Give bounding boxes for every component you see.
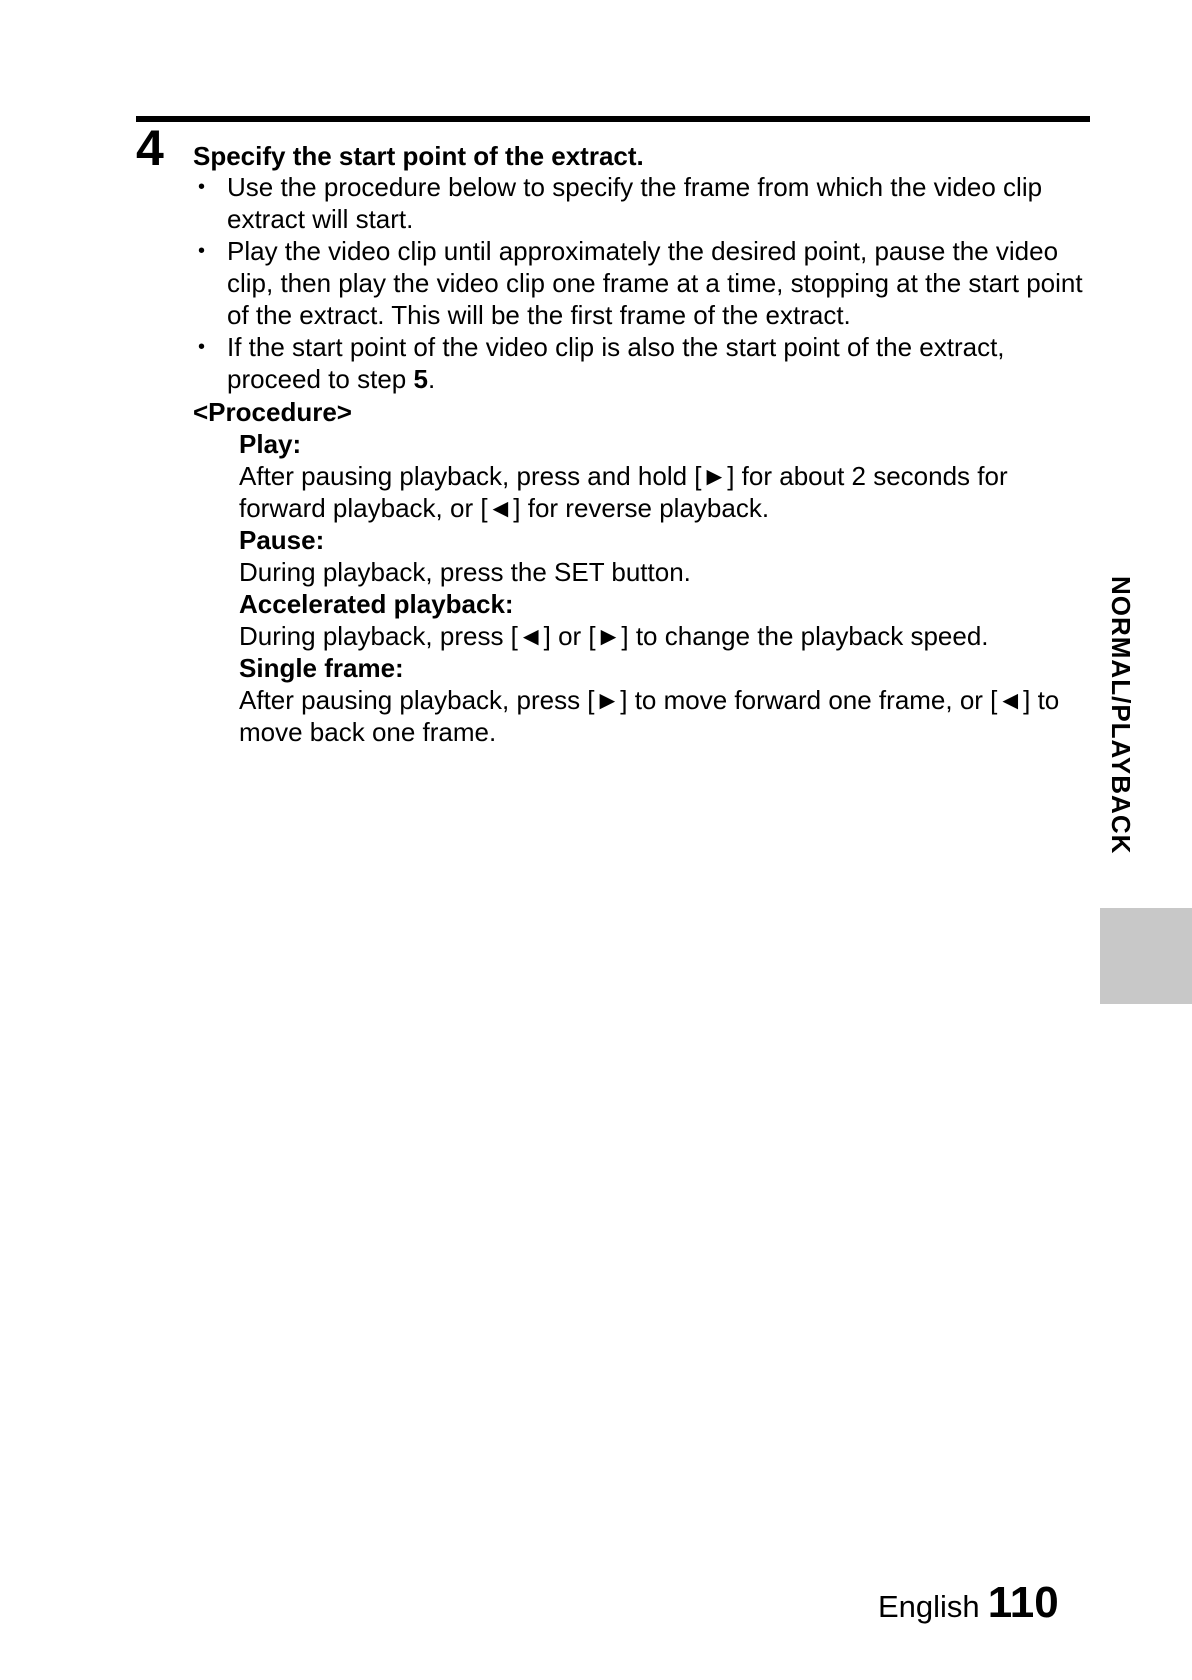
bullet-text: If the start point of the video clip is also the start point of the extract, proceed to step [227,332,1005,394]
procedure-term: Single frame: [239,653,404,683]
procedure-heading: <Procedure> [193,397,352,427]
bullet-mark: • [198,240,206,262]
bullet-text: Play the video clip until approximately the desired point, pause the video clip, then play the video clip one frame at a time, stopping at the start point of the extract. This will be the first frame of the extract. [227,236,1083,330]
list-item [198,331,1098,395]
section-rule [136,116,1090,122]
procedure-item-play [239,428,1099,524]
list-item [198,235,1098,331]
procedure-text: During playback, press the SET button. [239,557,691,587]
bullet-end: . [427,364,436,394]
list-item [198,171,1098,235]
bullet-list [198,171,1098,395]
procedure-text: After pausing playback, press and hold [►] for about 2 seconds for forward playback, or [◄] for reverse playback. [239,461,1008,523]
footer-language: English [878,1589,980,1624]
procedure-text: During playback, press [◄] or [►] to change the playback speed. [239,621,989,651]
procedure-text: After pausing playback, press [►] to move forward one frame, or [◄] to move back one frame. [239,685,1060,747]
procedure-item-single-frame [239,652,1099,748]
page-footer [878,1578,1059,1628]
procedure-list [239,428,1099,748]
procedure-term: Pause: [239,525,325,555]
procedure-term: Accelerated playback: [239,589,514,619]
page-number: 110 [987,1578,1059,1627]
procedure-term: Play: [239,429,302,459]
procedure-item-accelerated-playback [239,588,1099,652]
side-tab-label: NORMAL/PLAYBACK [1106,576,1136,855]
step-reference: 5 [413,364,428,394]
step-title: Specify the start point of the extract. [193,141,644,171]
step-number: 4 [136,120,164,176]
bullet-mark: • [198,176,206,198]
bullet-mark: • [198,336,206,358]
bullet-text: Use the procedure below to specify the frame from which the video clip extract will start. [227,172,1043,234]
side-tab-marker [1100,908,1192,1004]
procedure-item-pause [239,524,1099,588]
